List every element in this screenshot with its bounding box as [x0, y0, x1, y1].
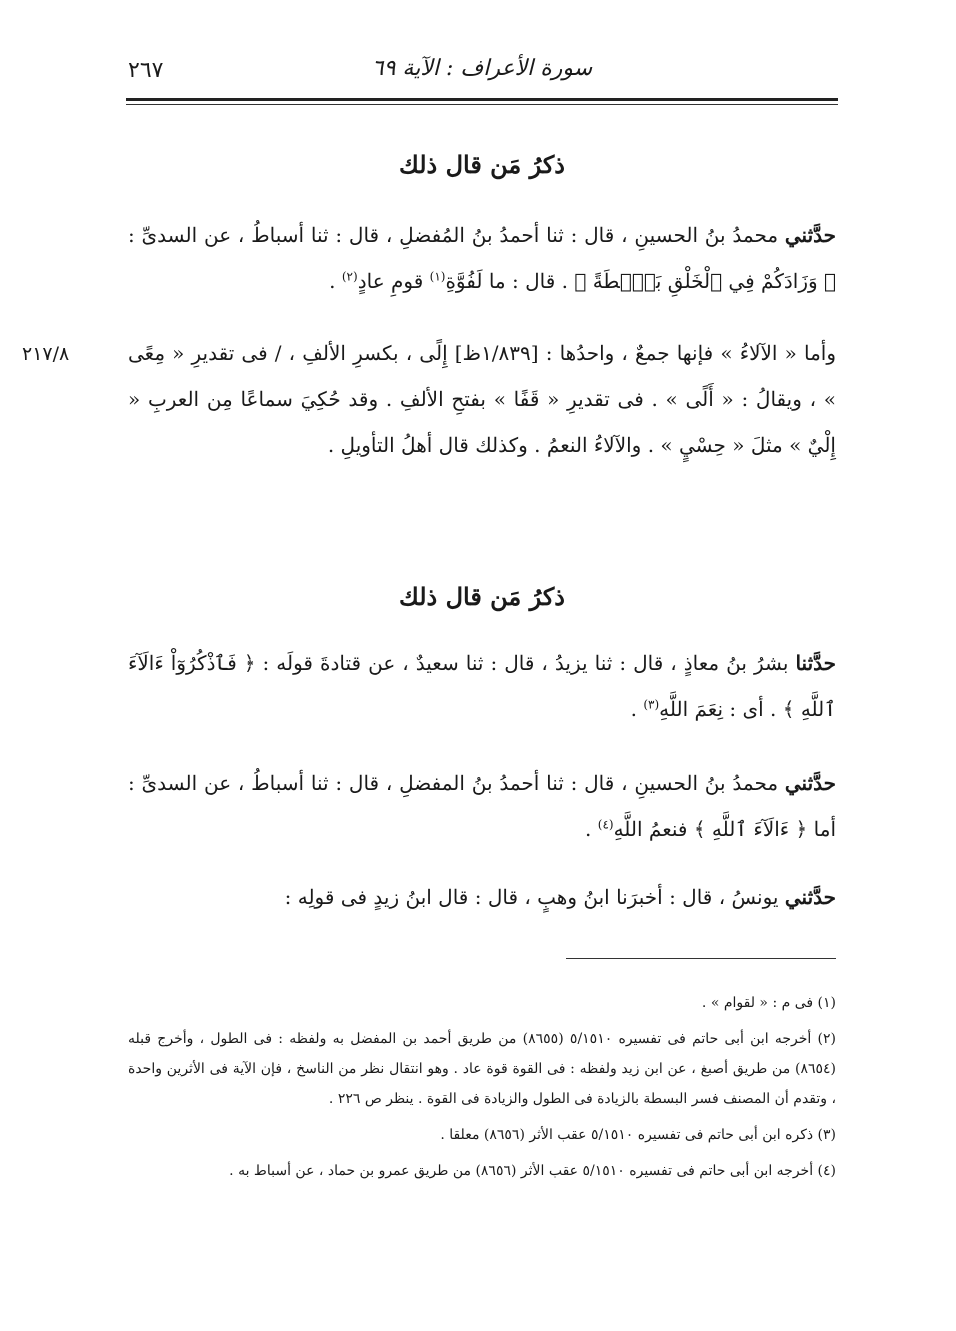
footnote-2: (٢) أخرجه ابن أبى حاتم فى تفسيره ٥/١٥١٠ (٨٦٥٥) من طريق أحمد بن المفضل به ولفظه : فى الطول ، وأخرج قبله (٨٦٥٤) من طريق أصبغ ، عن ابن زيد ولفظه : فى القوة قوة عاد . وهو انتقال نظر من الناسخ ، فإن الآية فى الأثرين واحدة ، وتقدم أن المصنف فسر البسطة بالزيادة فى الطول والزيادة فى القوة . ينظر ص ٢٢٦ .: [128, 1031, 836, 1107]
footnote-ref-4: (٤): [597, 817, 614, 832]
header-rule-thick: [126, 98, 838, 101]
narration-lead: حدَّثني: [784, 885, 836, 909]
paragraph-sanad-3: [128, 760, 836, 852]
paragraph-text: محمدُ بنُ الحسينِ ، قال : ثنا أحمدُ بنُ المفضلِ ، قال : ثنا أسباطُ ، عن السدىِّ : أما ﴿ ءَالَآءَ ٱللَّهِ ﴾ فنعمُ اللَّهِ: [128, 771, 836, 841]
paragraph-text: بشرُ بنُ معاذٍ ، قال : ثنا يزيدُ ، قال : ثنا سعيدٌ ، عن قتادةَ قولَه : ﴿ فَٱذْكُرُوٓاْ ءَالَآءَ ٱللَّهِ ﴾ . أى : نِعَمَ اللَّهِ: [128, 651, 836, 721]
paragraph-text: يونسُ ، قال : أخبرَنا ابنُ وهبٍ ، قال : قال ابنُ زيدٍ فى قولِه :: [284, 885, 785, 909]
paragraph-end: .: [630, 697, 644, 721]
footnote-ref-1: (١): [429, 269, 446, 284]
narration-lead: حدَّثني: [784, 771, 836, 795]
margin-volume-page-note: ٢١٧/٨: [22, 343, 70, 365]
header-rule-thin: [126, 104, 838, 105]
paragraph-end: .: [585, 817, 598, 841]
narration-lead: حدَّثني: [784, 223, 836, 247]
footnotes: [128, 988, 836, 1192]
paragraph-text: محمدُ بنُ الحسينِ ، قال : ثنا أحمدُ بنُ المُفضلِ ، قال : ثنا أسباطُ ، عن السدىِّ : ﴿ وَزَادَكُمْ فِي ٱلْخَلْقِ بَصْۜطَةً ﴾ . قال : ما لَفُوَّةِ: [128, 223, 836, 293]
paragraph-sanad-1: [128, 212, 836, 304]
section-heading-2: ذكرُ مَن قال ذلك: [399, 582, 565, 611]
paragraph-sanad-4: [128, 874, 836, 920]
footnote-4: (٤) أخرجه ابن أبى حاتم فى تفسيره ٥/١٥١٠ عقب الأثر (٨٦٥٦) من طريق عمرو بن حماد ، عن أسباط به .: [229, 1163, 836, 1179]
footnote-1: (١) فى م : « لقوام » .: [701, 995, 836, 1011]
footnote-separator: [566, 958, 836, 959]
running-title: سورة الأعراف : الآية ٦٩: [371, 56, 593, 81]
section-heading-1: ذكرُ مَن قال ذلك: [399, 150, 565, 179]
footnote-ref-3: (٣): [643, 697, 660, 712]
paragraph-alaa-explanation: وأما « الآلاءُ » فإنها جمعٌ ، واحدُها : [١/٨٣٩ظ] إِلًى ، بكسرِ الألفِ ، / فى تقديرِ « مِعًى » ، ويقالُ : « أَلًى » . فى تقديرِ « قَفًا » بفتحِ الألفِ . وقد حُكِيَ سماعًا مِن العربِ « إِلْيٌ » مثلَ « حِسْيٍ » . والآلاءُ النعمُ . وكذلك قال أهلُ التأويلِ .: [128, 341, 836, 457]
footnote-3: (٣) ذكره ابن أبى حاتم فى تفسيره ٥/١٥١٠ عقب الأثر (٨٦٥٦) معلقا .: [440, 1127, 836, 1143]
paragraph-end: .: [329, 269, 342, 293]
paragraph-sanad-2: [128, 640, 836, 732]
page-header: [128, 52, 836, 92]
narration-lead: حدَّثنا: [795, 651, 836, 675]
page-number: ٢٦٧: [128, 58, 164, 83]
paragraph-text-cont: قومِ عادٍ: [357, 269, 430, 293]
footnote-ref-2: (٢): [341, 269, 358, 284]
